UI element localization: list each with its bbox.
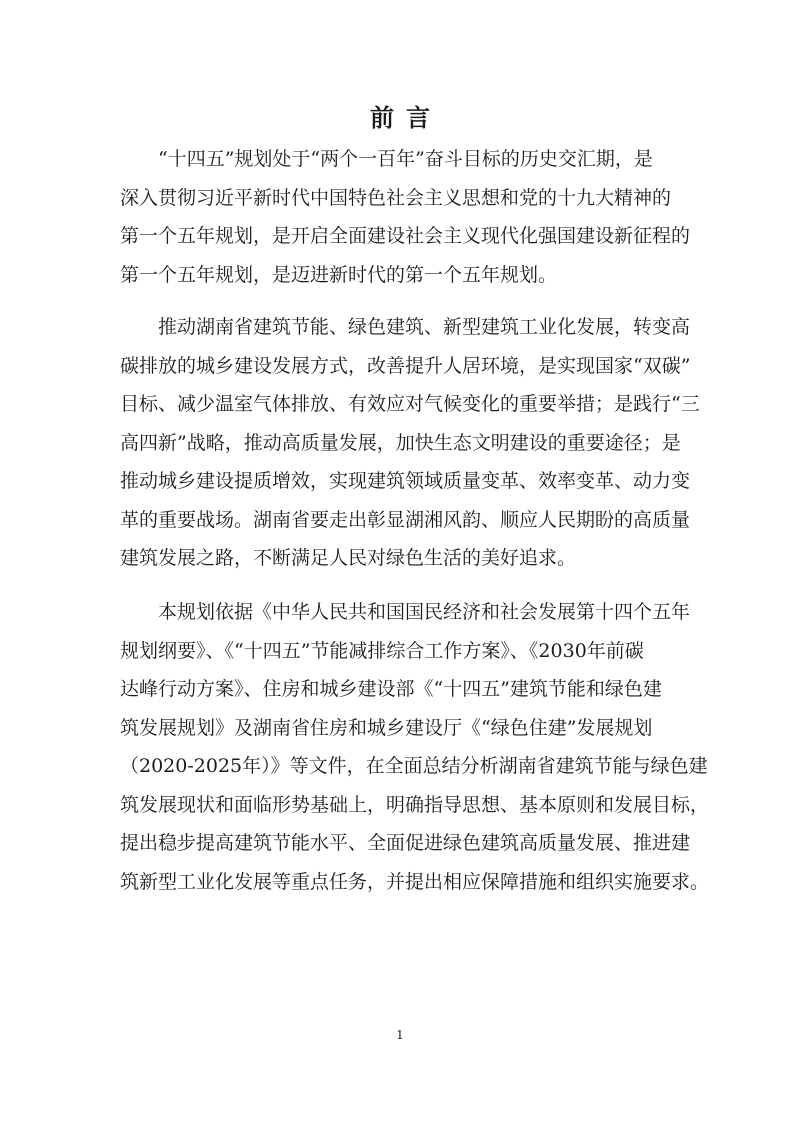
text-line: 提出稳步提高建筑节能水平、全面促进绿色建筑高质量发展、推进建 xyxy=(120,832,691,854)
page-number: 1 xyxy=(396,1028,404,1042)
text-line: 第一个五年规划，是开启全面建设社会主义现代化强国建设新征程的 xyxy=(120,225,691,247)
text-line: 规划纲要》、《“十四五”节能减排综合工作方案》、《2030年前碳 xyxy=(120,639,644,662)
text-line: 建筑发展之路，不断满足人民对绿色生活的美好追求。 xyxy=(120,547,577,569)
paragraph-1 xyxy=(120,140,691,294)
text-line: 目标、减少温室气体排放、有效应对气候变化的重要举措；是践行“三 xyxy=(120,393,700,415)
text-line: “十四五”规划处于“两个一百年”奋斗目标的历史交汇期，是 xyxy=(158,148,653,170)
text-line: 碳排放的城乡建设发展方式，改善提升人居环境，是实现国家“双碳” xyxy=(120,354,691,377)
text-line: 高四新”战略，推动高质量发展，加快生态文明建设的重要途径；是 xyxy=(120,431,681,454)
text-line: 筑发展现状和面临形势基础上，明确指导思想、基本原则和发展目标， xyxy=(120,793,710,816)
text-line: 推动城乡建设提质增效，实现建筑领域质量变革、效率变革、动力变 xyxy=(120,470,691,492)
text-line: 筑发展规划》及湖南省住房和城乡建设厅《“绿色住建”发展规划 xyxy=(120,716,653,739)
page-title: 前言 xyxy=(370,104,442,132)
text-line: 本规划依据《中华人民共和国国民经济和社会发展第十四个五年 xyxy=(158,601,691,623)
paragraph-3 xyxy=(120,593,710,901)
paragraph-2 xyxy=(120,308,700,578)
text-line: 革的重要战场。湖南省要走出彰显湖湘风韵、顺应人民期盼的高质量 xyxy=(120,508,691,531)
text-line: 推动湖南省建筑节能、绿色建筑、新型建筑工业化发展，转变高 xyxy=(158,316,691,338)
text-line: 深入贯彻习近平新时代中国特色社会主义思想和党的十九大精神的 xyxy=(120,186,672,209)
text-line: 筑新型工业化发展等重点任务，并提出相应保障措施和组织实施要求。 xyxy=(120,870,710,893)
text-line: 达峰行动方案》、住房和城乡建设部《“十四五”建筑节能和绿色建 xyxy=(120,678,662,700)
text-line: 第一个五年规划，是迈进新时代的第一个五年规划。 xyxy=(120,263,558,286)
text-line: （2020-2025年）》等文件，在全面总结分析湖南省建筑节能与绿色建 xyxy=(120,755,708,777)
